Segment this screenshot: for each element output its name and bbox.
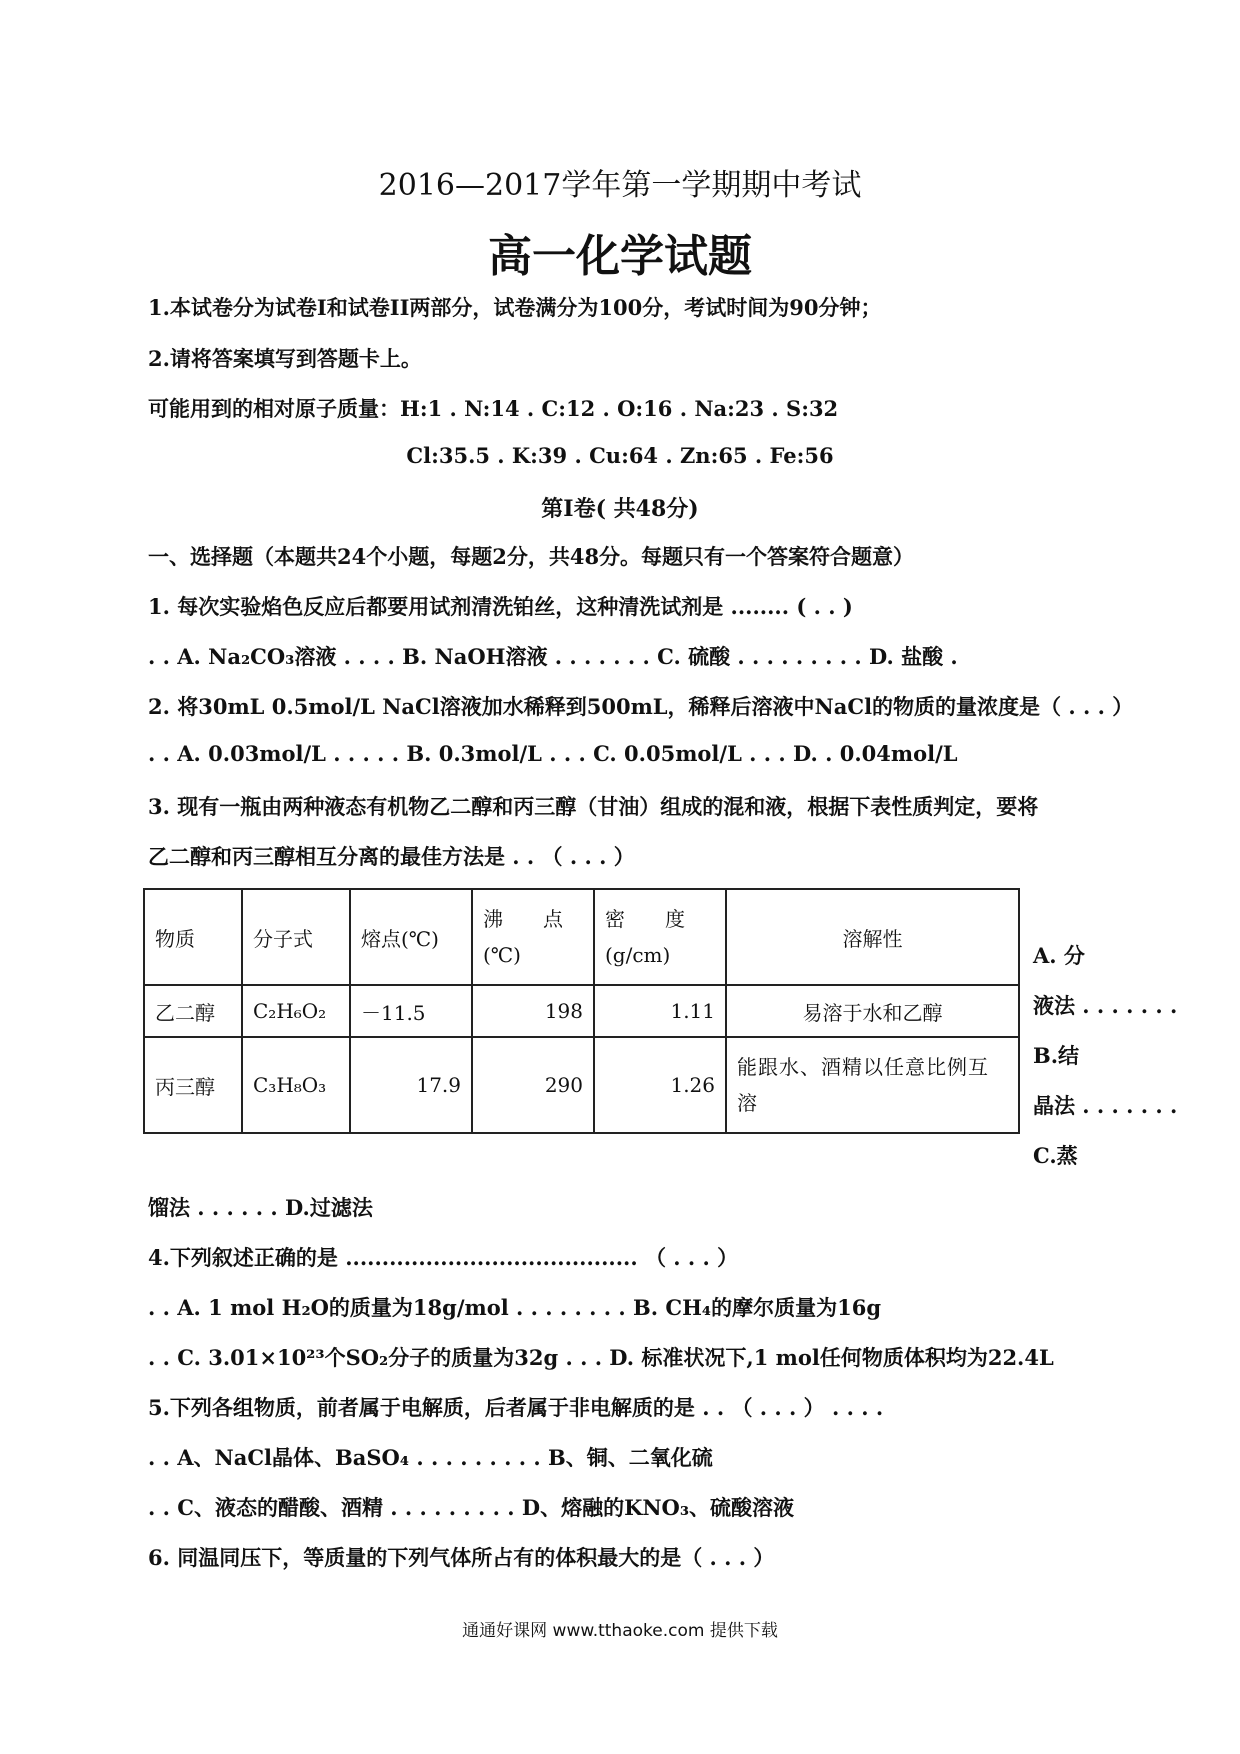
table-row	[144, 1037, 1019, 1133]
q3-options-tail: 馏法 . . . . . . D.过滤法	[148, 1195, 373, 1220]
table-header-cell: 物质	[144, 889, 242, 985]
part-title: 第Ⅰ卷( 共48分)	[541, 496, 699, 522]
table-cell: 290	[472, 1037, 594, 1133]
q3-stem-line1: 3. 现有一瓶由两种液态有机物乙二醇和丙三醇（甘油）组成的混和液，根据下表性质判定，要将	[148, 794, 1039, 819]
q3-option-b-part2: 晶法 . . . . . . .	[1033, 1093, 1178, 1118]
table-cell: 丙三醇	[144, 1037, 242, 1133]
atomic-mass-line2: Cl:35.5 . K:39 . Cu:64 . Zn:65 . Fe:56	[406, 443, 834, 468]
q6-stem: 6. 同温同压下，等质量的下列气体所占有的体积最大的是（ . . . ）	[148, 1545, 775, 1570]
table-cell: 1.11	[594, 985, 726, 1037]
section-heading: 一、选择题（本题共24个小题，每题2分，共48分。每题只有一个答案符合题意）	[148, 544, 915, 569]
density-unit: (g/cm)	[605, 943, 671, 967]
table-cell: －11.5	[350, 985, 472, 1037]
instruction-1: 1.本试卷分为试卷I和试卷II两部分，试卷满分为100分，考试时间为90分钟；	[148, 295, 882, 320]
table-cell: 能跟水、酒精以任意比例互溶	[726, 1037, 1019, 1133]
boiling-point-label: 沸 点	[483, 907, 563, 931]
table-header-cell: 溶解性	[726, 889, 1019, 985]
table-header-cell	[472, 889, 594, 985]
table-cell: C₂H₆O₂	[242, 985, 350, 1037]
q1-stem: 1. 每次实验焰色反应后都要用试剂清洗铂丝，这种清洗试剂是 ........ ( . . )	[148, 594, 853, 619]
table-row	[144, 985, 1019, 1037]
boiling-point-unit: (℃)	[483, 943, 521, 967]
q3-option-b-part1: B.结	[1033, 1043, 1080, 1068]
q5-stem: 5.下列各组物质，前者属于电解质，后者属于非电解质的是 . . （ . . . ） . . . .	[148, 1395, 884, 1420]
q2-stem: 2. 将30mL 0.5mol/L NaCl溶液加水稀释到500mL，稀释后溶液中NaCl的物质的量浓度是（ . . . ）	[148, 694, 1134, 719]
q3-option-c-part1: C.蒸	[1033, 1143, 1078, 1168]
table-cell: 1.26	[594, 1037, 726, 1133]
atomic-mass-line1: 可能用到的相对原子质量：H:1 . N:14 . C:12 . O:16 . Na:23 . S:32	[148, 396, 839, 421]
exam-subject-title: 高一化学试题	[488, 231, 752, 282]
table-header-cell: 熔点(℃)	[350, 889, 472, 985]
q4-options-line1: . . A. 1 mol H₂O的质量为18g/mol . . . . . . . . B. CH₄的摩尔质量为16g	[148, 1295, 882, 1320]
table-header-cell	[594, 889, 726, 985]
table-cell: 乙二醇	[144, 985, 242, 1037]
table-cell: C₃H₈O₃	[242, 1037, 350, 1133]
table-header-row	[144, 889, 1019, 985]
q5-options-line2: . . C、液态的醋酸、酒精 . . . . . . . . . D、熔融的KNO₃、硫酸溶液	[148, 1495, 795, 1520]
q4-options-line2: . . C. 3.01×10²³个SO₂分子的质量为32g . . . D. 标准状况下,1 mol任何物质体积均为22.4L	[148, 1345, 1054, 1370]
q2-options: . . A. 0.03mol/L . . . . . B. 0.3mol/L . . . C. 0.05mol/L . . . D. . 0.04mol/L	[148, 741, 958, 766]
q1-options: . . A. Na₂CO₃溶液 . . . . B. NaOH溶液 . . . . . . . C. 硫酸 . . . . . . . . . D. 盐酸 .	[148, 644, 958, 669]
properties-table	[143, 888, 1020, 1134]
q5-options-line1: . . A、NaCl晶体、BaSO₄ . . . . . . . . . B、铜、二氧化硫	[148, 1445, 713, 1470]
footer-text: 通通好课网 www.tthaoke.com 提供下载	[462, 1621, 778, 1641]
q4-stem: 4.下列叙述正确的是 ........................................ （ . . . ）	[148, 1245, 739, 1270]
table-cell: 17.9	[350, 1037, 472, 1133]
q3-option-a-part2: 液法 . . . . . . .	[1033, 993, 1178, 1018]
density-label: 密 度	[605, 907, 685, 931]
table-header-cell: 分子式	[242, 889, 350, 985]
q3-option-a-part1: A. 分	[1033, 943, 1085, 968]
table-cell: 198	[472, 985, 594, 1037]
exam-title: 2016—2017学年第一学期期中考试	[378, 168, 862, 203]
q3-stem-line2: 乙二醇和丙三醇相互分离的最佳方法是 . . （ . . . ）	[148, 844, 635, 869]
table-cell: 易溶于水和乙醇	[726, 985, 1019, 1037]
instruction-2: 2.请将答案填写到答题卡上。	[148, 346, 422, 371]
